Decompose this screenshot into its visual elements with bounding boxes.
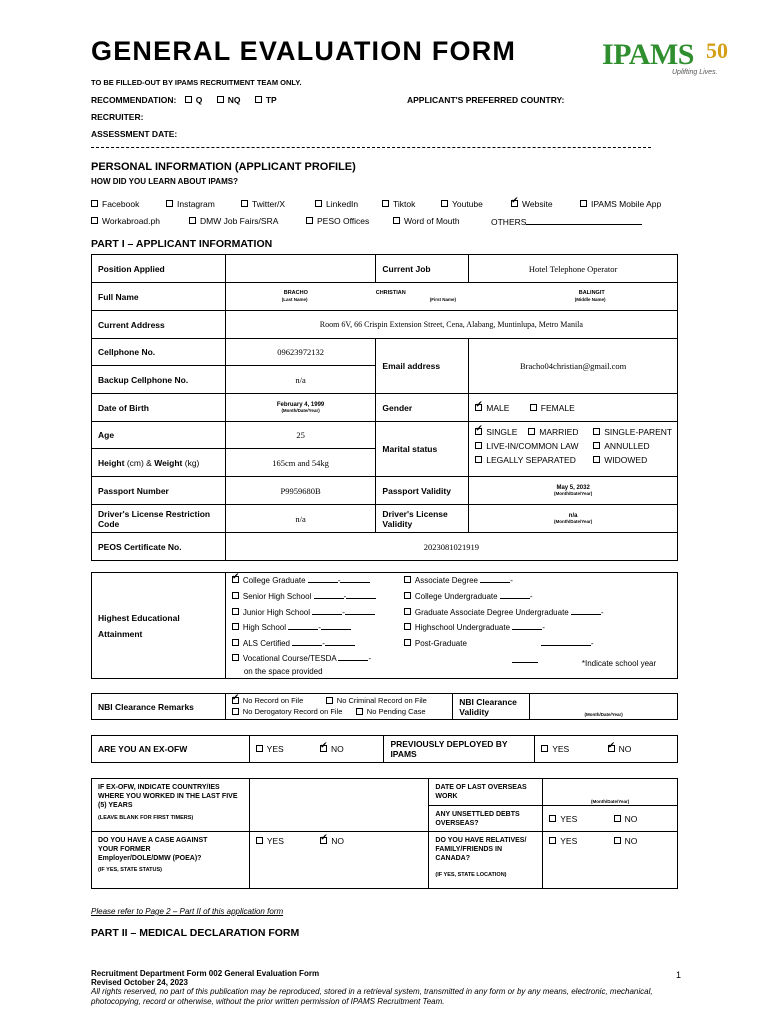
peos-label: PEOS Certificate No.: [92, 533, 226, 561]
edu-associate[interactable]: Associate Degree -: [404, 576, 513, 585]
checkbox-icon[interactable]: [256, 837, 263, 844]
source-word-of-mouth[interactable]: Word of Mouth: [393, 216, 460, 226]
checkbox-icon[interactable]: [232, 623, 239, 630]
marital-annulled[interactable]: ANNULLED: [593, 441, 649, 451]
checkbox-icon[interactable]: [232, 708, 239, 715]
passport-label: Passport Number: [92, 477, 226, 505]
marital-options: [469, 422, 678, 477]
license-validity-text: n/a: [568, 513, 578, 519]
divider: [91, 147, 651, 148]
marital-separated[interactable]: LEGALLY SEPARATED: [475, 455, 576, 465]
debts-no[interactable]: NO: [614, 814, 638, 824]
checkbox-icon[interactable]: [315, 200, 322, 207]
relatives-yes[interactable]: YES: [549, 836, 577, 846]
ex-ofw-no[interactable]: ✔ NO: [320, 744, 344, 754]
checkbox-icon[interactable]: [614, 837, 621, 844]
cellphone-value[interactable]: 09623972132: [225, 339, 376, 366]
middle-name-caption: (Middle Name): [574, 296, 606, 302]
license-validity-value[interactable]: [469, 505, 678, 533]
passport-value[interactable]: P9959680B: [225, 477, 376, 505]
recruitment-note: TO BE FILLED-OUT BY IPAMS RECRUITMENT TEAM ONLY.: [91, 78, 302, 87]
rec-q-option[interactable]: Q: [185, 95, 203, 105]
position-value[interactable]: [225, 255, 376, 283]
address-label: Current Address: [92, 311, 226, 339]
checkbox-icon[interactable]: [614, 815, 621, 822]
checked-checkbox-icon[interactable]: [475, 404, 482, 411]
deployed-options: [535, 736, 678, 763]
checked-checkbox-icon[interactable]: [320, 745, 327, 752]
nbi-options: [225, 694, 452, 720]
passport-validity-value[interactable]: [469, 477, 678, 505]
education-label: Highest Educational Attainment: [92, 573, 226, 679]
recommendation-label: RECOMMENDATION:: [91, 95, 177, 105]
source-others[interactable]: OTHERS: [491, 216, 642, 227]
marital-widowed[interactable]: WIDOWED: [593, 455, 647, 465]
checkbox-icon[interactable]: [593, 428, 600, 435]
checkbox-icon[interactable]: [404, 608, 411, 615]
rec-nq-option[interactable]: NQ: [217, 95, 241, 105]
dob-caption: (Month/Date/Year): [281, 408, 320, 413]
checkbox-icon[interactable]: [382, 200, 389, 207]
ex-ofw-label: ARE YOU AN EX-OFW: [92, 736, 250, 763]
license-value[interactable]: n/a: [225, 505, 376, 533]
nbi-validity-value[interactable]: [530, 694, 678, 720]
height-weight-value[interactable]: 165cm and 54kg: [225, 449, 376, 477]
source-linkedin[interactable]: LinkedIn: [315, 199, 358, 209]
relatives-no[interactable]: NO: [614, 836, 638, 846]
checkbox-icon[interactable]: [475, 442, 482, 449]
license-label: Driver's License Restriction Code: [92, 505, 226, 533]
marital-single[interactable]: ✔SINGLE: [475, 427, 517, 437]
gender-label: Gender: [376, 394, 469, 422]
vocational-note: on the space provided: [243, 667, 323, 676]
education-options: [225, 573, 677, 679]
dob-text: February 4, 1999: [276, 402, 325, 408]
nbi-validity-label: NBI Clearance Validity: [453, 694, 530, 720]
nbi-no-criminal[interactable]: No Criminal Record on File: [326, 696, 427, 705]
school-year-note: *Indicate school year: [581, 659, 657, 668]
ipams-logo: IPAMS: [602, 38, 694, 71]
checkbox-icon[interactable]: [189, 217, 196, 224]
source-ipams-app[interactable]: IPAMS Mobile App: [580, 199, 661, 209]
last-name: BRACHO: [283, 289, 308, 296]
school-year-blank[interactable]: [512, 654, 538, 663]
checkbox-icon[interactable]: [232, 654, 239, 661]
source-dmw-job-fairs[interactable]: DMW Job Fairs/SRA: [189, 216, 278, 226]
cellphone-label: Cellphone No.: [92, 339, 226, 366]
checkbox-icon[interactable]: [528, 428, 535, 435]
current-job-value[interactable]: Hotel Telephone Operator: [469, 255, 678, 283]
checked-checkbox-icon[interactable]: [232, 576, 239, 583]
checkbox-icon[interactable]: [549, 815, 556, 822]
checkbox-icon[interactable]: [185, 96, 192, 103]
logo-tagline: Uplifting Lives.: [672, 69, 718, 76]
checkbox-icon[interactable]: [232, 608, 239, 615]
passport-validity-label: Passport Validity: [376, 477, 469, 505]
checkbox-icon[interactable]: [593, 456, 600, 463]
checkbox-icon[interactable]: [166, 200, 173, 207]
debts-yes[interactable]: YES: [549, 814, 577, 824]
deployed-yes[interactable]: YES: [541, 744, 569, 754]
recruiter-label: RECRUITER:: [91, 112, 144, 122]
nbi-no-record[interactable]: ✔No Record on File: [232, 696, 303, 705]
address-value[interactable]: Room 6V, 66 Crispin Extension Street, Cena, Alabang, Muntinlupa, Metro Manila: [225, 311, 677, 339]
part2-title: PART II – MEDICAL DECLARATION FORM: [91, 927, 300, 939]
height-weight-label: Height (cm) & Weight (kg): [92, 449, 226, 477]
license-validity-caption: (Month/Date/Year): [554, 519, 593, 524]
checkbox-icon[interactable]: [475, 456, 482, 463]
edu-college-graduate[interactable]: ✔College Graduate -: [232, 576, 371, 585]
peos-value[interactable]: 2023081021919: [225, 533, 677, 561]
case-no[interactable]: ✔ NO: [320, 836, 344, 846]
checked-checkbox-icon[interactable]: [608, 745, 615, 752]
checkbox-icon[interactable]: [326, 697, 333, 704]
debts-options: [543, 806, 678, 832]
marital-label: Marital status: [376, 422, 469, 477]
form-title: GENERAL EVALUATION FORM: [91, 36, 517, 66]
passport-validity-caption: (Month/Date/Year): [554, 491, 593, 496]
checkbox-icon[interactable]: [549, 837, 556, 844]
gender-female[interactable]: FEMALE: [530, 403, 575, 413]
checkbox-icon[interactable]: [393, 217, 400, 224]
personal-info-title: PERSONAL INFORMATION (APPLICANT PROFILE): [91, 161, 356, 173]
recommendation-row: [91, 95, 277, 105]
checkbox-icon[interactable]: [255, 96, 262, 103]
edu-graduate-associate[interactable]: Graduate Associate Degree Undergraduate -: [404, 608, 604, 617]
marital-live-in[interactable]: LIVE-IN/COMMON LAW: [475, 441, 578, 451]
last-overseas-label: DATE OF LAST OVERSEAS WORK: [429, 779, 543, 806]
education-table: [91, 572, 678, 679]
countries-label: IF EX-OFW, INDICATE COUNTRY/IES WHERE YOU WORKED IN THE LAST FIVE (5) YEARS (LEAVE BLANK FOR FIRST TIMERS): [92, 779, 250, 832]
edu-senior-high[interactable]: Senior High School -: [232, 592, 376, 601]
checked-checkbox-icon[interactable]: [232, 697, 239, 704]
rec-tp-option[interactable]: TP: [255, 95, 277, 105]
case-yes[interactable]: YES: [256, 836, 284, 846]
source-website[interactable]: ✔ Website: [511, 199, 553, 209]
gender-options: [469, 394, 678, 422]
page2-reference[interactable]: Please refer to Page 2 – Part II of this application form: [91, 907, 284, 916]
checked-checkbox-icon[interactable]: [475, 428, 482, 435]
fullname-value[interactable]: [225, 283, 677, 311]
checkbox-icon[interactable]: [232, 639, 239, 646]
last-overseas-caption: (Month/Date/Year): [590, 799, 630, 804]
marital-single-parent[interactable]: SINGLE-PARENT: [593, 427, 672, 437]
checkbox-icon[interactable]: [404, 576, 411, 583]
case-options: [249, 832, 429, 889]
nbi-table: [91, 693, 678, 720]
checkbox-icon[interactable]: [593, 442, 600, 449]
nbi-no-derogatory[interactable]: No Derogatory Record on File: [232, 707, 343, 716]
assessment-date-label: ASSESSMENT DATE:: [91, 129, 178, 139]
page-number: 1: [676, 970, 682, 980]
relatives-options: [543, 832, 678, 889]
current-job-label: Current Job: [376, 255, 469, 283]
ex-ofw-options: [249, 736, 384, 763]
ofw-table: [91, 735, 678, 763]
countries-value[interactable]: [249, 779, 429, 832]
first-name-caption: (First Name): [429, 296, 456, 302]
edu-highschool-undergrad[interactable]: Highschool Undergraduate -: [404, 623, 545, 632]
middle-name: BALINGIT: [578, 289, 605, 296]
age-label: Age: [92, 422, 226, 449]
source-peso[interactable]: PESO Offices: [306, 216, 369, 226]
email-label: Email address: [376, 339, 469, 394]
checkbox-icon[interactable]: [91, 217, 98, 224]
nbi-label: NBI Clearance Remarks: [92, 694, 226, 720]
ex-ofw-details-table: [91, 778, 678, 889]
edu-college-undergrad[interactable]: College Undergraduate -: [404, 592, 533, 601]
nbi-no-pending[interactable]: No Pending Case: [356, 707, 426, 716]
backup-cellphone-label: Backup Cellphone No.: [92, 366, 226, 394]
checked-checkbox-icon[interactable]: [511, 200, 518, 207]
checkbox-icon[interactable]: [306, 217, 313, 224]
edu-vocational[interactable]: Vocational Course/TESDA -: [232, 654, 371, 663]
first-name: CHRISTIAN: [375, 289, 406, 296]
edu-high-school[interactable]: High School -: [232, 623, 351, 632]
position-label: Position Applied: [92, 255, 226, 283]
source-workabroad[interactable]: Workabroad.ph: [91, 216, 160, 226]
source-twitter[interactable]: Twitter/X: [241, 199, 285, 209]
last-name-caption: (Last Name): [281, 296, 308, 302]
footer-form-name: Recruitment Department Form 002 General Evaluation Form: [91, 969, 320, 978]
checkbox-icon[interactable]: [530, 404, 537, 411]
ex-ofw-yes[interactable]: YES: [256, 744, 284, 754]
checkbox-icon[interactable]: [404, 639, 411, 646]
edu-junior-high[interactable]: Junior High School -: [232, 608, 375, 617]
applicant-info-table: [91, 254, 678, 561]
dob-label: Date of Birth: [92, 394, 226, 422]
checkbox-icon[interactable]: [541, 745, 548, 752]
age-value[interactable]: 25: [225, 422, 376, 449]
passport-validity-text: May 5, 2032: [556, 485, 590, 491]
deployed-no[interactable]: ✔ NO: [608, 744, 632, 754]
edu-als[interactable]: ALS Certified -: [232, 639, 355, 648]
marital-married[interactable]: MARRIED: [528, 427, 578, 437]
last-overseas-value[interactable]: [543, 779, 678, 806]
footer-rights: All rights reserved, no part of this publication may be reproduced, stored in a retrieval system, transmitted in any form or by any means, electronic, mechanical, photocopying, record or otherwise, without the prior written permission of IPAMS Recruitment Team.: [91, 987, 653, 1006]
checkbox-icon[interactable]: [256, 745, 263, 752]
source-question: HOW DID YOU LEARN ABOUT IPAMS?: [91, 177, 238, 186]
checkbox-icon[interactable]: [441, 200, 448, 207]
checkbox-icon[interactable]: [404, 623, 411, 630]
edu-post-graduate[interactable]: Post-Graduate -: [404, 639, 594, 648]
backup-cellphone-value[interactable]: n/a: [225, 366, 376, 394]
checkbox-icon[interactable]: [404, 592, 411, 599]
relatives-label: DO YOU HAVE RELATIVES/ FAMILY/FRIENDS IN CANADA? (IF YES, STATE LOCATION): [429, 832, 543, 889]
source-facebook[interactable]: Facebook: [91, 199, 139, 209]
part1-title: PART I – APPLICANT INFORMATION: [91, 238, 273, 250]
checkbox-icon[interactable]: [241, 200, 248, 207]
footer-revised: Revised October 24, 2023: [91, 978, 188, 987]
checkbox-icon[interactable]: [217, 96, 224, 103]
checked-checkbox-icon[interactable]: [320, 837, 327, 844]
checkbox-icon[interactable]: [580, 200, 587, 207]
deployed-label: PREVIOUSLY DEPLOYED BY IPAMS: [384, 736, 535, 763]
checkbox-icon[interactable]: [232, 592, 239, 599]
nbi-validity-caption: (Month/Date/Year): [584, 712, 623, 717]
debts-label: ANY UNSETTLED DEBTS OVERSEAS?: [429, 806, 543, 832]
anniversary-logo: 50: [706, 38, 728, 63]
gender-male[interactable]: ✔ MALE: [475, 403, 509, 413]
license-validity-label: Driver's License Validity: [376, 505, 469, 533]
email-value[interactable]: Bracho04christian@gmail.com: [469, 339, 678, 394]
checkbox-icon[interactable]: [356, 708, 363, 715]
dob-value[interactable]: [225, 394, 376, 422]
source-instagram[interactable]: Instagram: [166, 199, 215, 209]
source-tiktok[interactable]: Tiktok: [382, 199, 415, 209]
source-youtube[interactable]: Youtube: [441, 199, 483, 209]
case-label: DO YOU HAVE A CASE AGAINST YOUR FORMER Employer/DOLE/DMW (POEA)? (IF YES, STATE STATUS): [92, 832, 250, 889]
preferred-country-label: APPLICANT'S PREFERRED COUNTRY:: [407, 95, 565, 105]
checkbox-icon[interactable]: [91, 200, 98, 207]
fullname-label: Full Name: [92, 283, 226, 311]
